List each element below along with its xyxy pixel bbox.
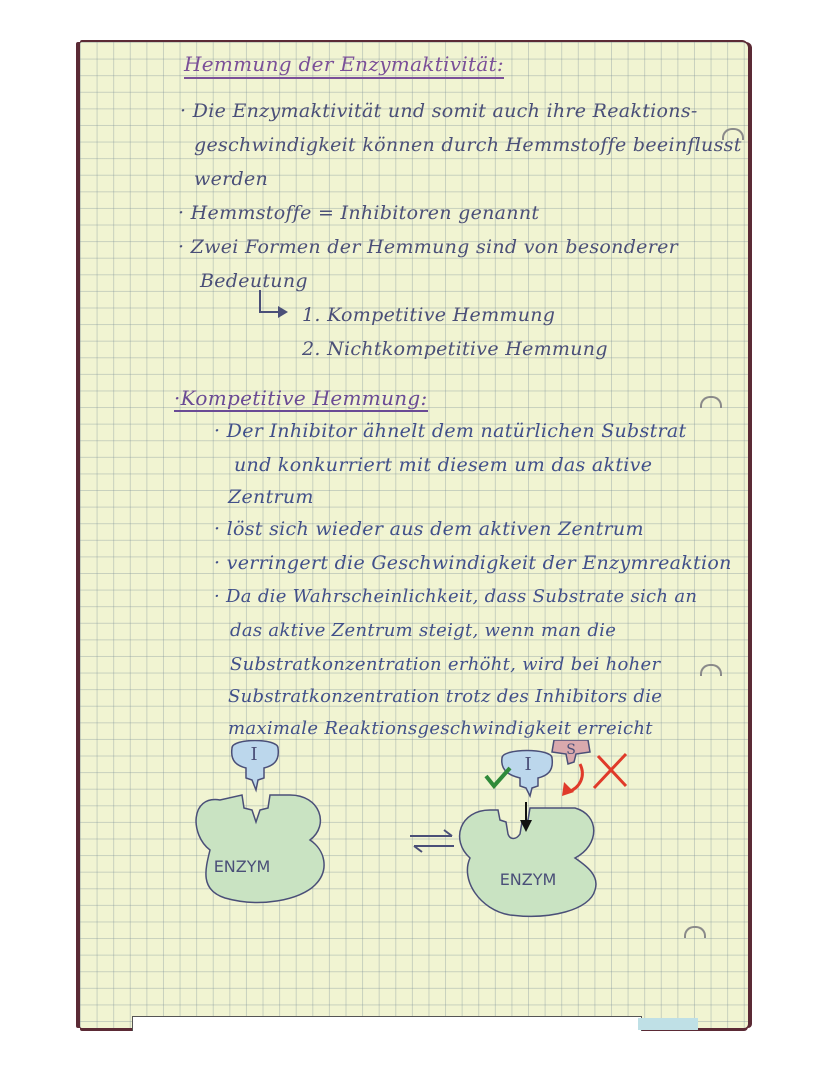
check-icon	[486, 768, 510, 786]
intro-line-4: · Hemmstoffe = Inhibitoren genannt	[178, 202, 540, 224]
bullet-line-6: · Da die Wahrscheinlichkeit, dass Substrate sich an	[214, 586, 698, 607]
inhibitor-label-left: I	[250, 744, 258, 765]
punch-mark	[700, 396, 722, 408]
red-arrow-icon	[568, 764, 582, 792]
bullet-line-2: und konkurriert mit diesem um das aktive	[234, 454, 653, 476]
intro-line-5: · Zwei Formen der Hemmung sind von besonderer	[178, 236, 679, 258]
bullet-line-1: · Der Inhibitor ähnelt dem natürlichen Substrat	[214, 420, 687, 442]
intro-line-3: werden	[194, 168, 269, 190]
page-title: Hemmung der Enzymaktivität:	[184, 52, 504, 76]
bullet-line-4: · löst sich wieder aus dem aktiven Zentrum	[214, 518, 644, 540]
form-2: 2. Nichtkompetitive Hemmung	[302, 338, 608, 360]
competitive-inhibition-diagram	[180, 740, 680, 940]
curved-arrow-icon	[248, 286, 298, 322]
punch-mark	[722, 128, 744, 140]
bullet-line-8: Substratkonzentration erhöht, wird bei hoher	[230, 654, 661, 675]
cross-icon	[594, 754, 626, 788]
bottom-tab	[132, 1016, 642, 1031]
substrate-label: S	[566, 742, 576, 758]
enzyme-label-left: ENZYM	[213, 857, 271, 876]
bottom-tab-right	[638, 1018, 698, 1030]
section-heading: ·Kompetitive Hemmung:	[174, 386, 428, 410]
intro-line-6: Bedeutung	[200, 270, 308, 292]
bullet-line-10: maximale Reaktionsgeschwindigkeit erreicht	[228, 718, 653, 739]
intro-line-1: · Die Enzymaktivität und somit auch ihre Reaktions-	[180, 100, 698, 122]
intro-line-2: geschwindigkeit können durch Hemmstoffe beeinflusst	[194, 134, 742, 156]
bullet-line-3: Zentrum	[228, 486, 314, 508]
form-1: 1. Kompetitive Hemmung	[302, 304, 556, 326]
inhibitor-label-right: I	[524, 754, 532, 775]
bullet-line-5: · verringert die Geschwindigkeit der Enzymreaktion	[214, 552, 732, 574]
punch-mark	[700, 664, 722, 676]
bullet-line-7: das aktive Zentrum steigt, wenn man die	[230, 620, 617, 641]
notebook-page	[80, 42, 748, 1028]
enzyme-label-right: ENZYM	[499, 870, 557, 889]
enzyme-left	[196, 795, 324, 902]
bullet-line-9: Substratkonzentration trotz des Inhibitors die	[228, 686, 663, 707]
punch-mark	[684, 926, 706, 938]
